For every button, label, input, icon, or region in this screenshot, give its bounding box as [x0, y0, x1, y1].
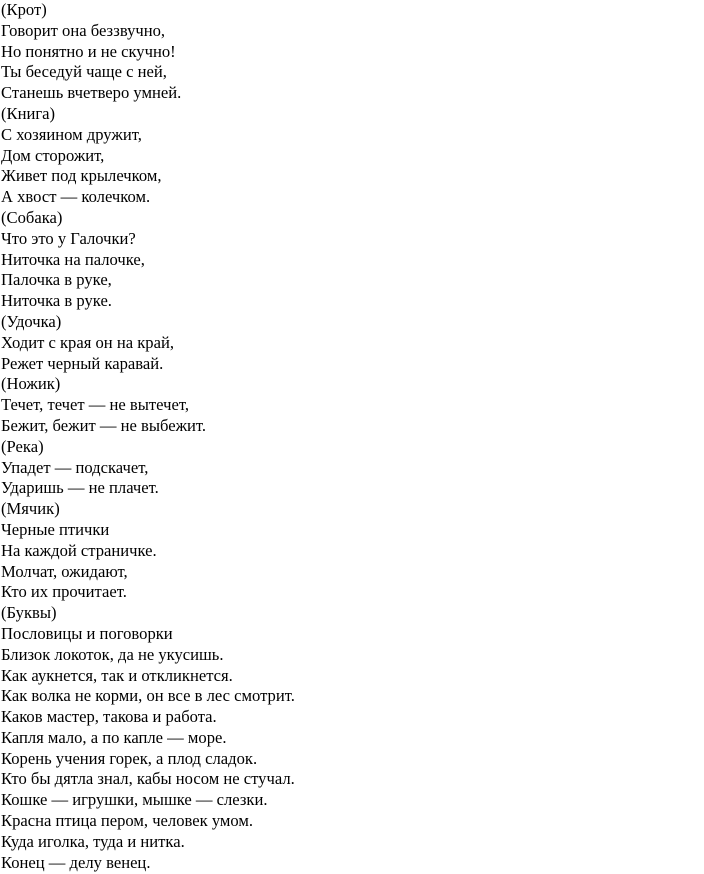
text-line: Ударишь — не плачет. [1, 478, 159, 498]
text-line: (Крот) [1, 0, 47, 19]
text-line: Близок локоток, да не укусишь. [1, 644, 224, 664]
text-line: Станешь вчетверо умней. [1, 83, 182, 103]
text-line: На каждой страничке. [1, 540, 157, 560]
text-line: Ниточка на палочке, [1, 249, 145, 269]
text-line: Но понятно и не скучно! [1, 41, 176, 61]
text-line: Палочка в руке, [1, 270, 112, 290]
text-line: Кто бы дятла знал, кабы носом не стучал. [1, 769, 295, 789]
text-line: Черные птички [1, 519, 110, 539]
text-line: Говорит она беззвучно, [1, 20, 166, 40]
text-line: Ниточка в руке. [1, 291, 112, 311]
text-line: Как аукнется, так и откликнется. [1, 665, 233, 685]
text-line: (Буквы) [1, 603, 57, 623]
text-line: Куда иголка, туда и нитка. [1, 831, 185, 851]
text-line: (Удочка) [1, 311, 62, 331]
text-line: (Река) [1, 436, 44, 456]
text-line: Кто их прочитает. [1, 582, 127, 602]
text-line: Капля мало, а по капле — море. [1, 727, 227, 747]
section-heading: Пословицы и поговорки [1, 623, 173, 643]
text-line: (Мячик) [1, 499, 60, 519]
text-line: Что это у Галочки? [1, 228, 136, 248]
text-line: Корень учения горек, а плод сладок. [1, 748, 258, 768]
text-line: (Собака) [1, 207, 63, 227]
text-line: Конец — делу венец. [1, 852, 151, 872]
text-line: Бежит, бежит — не выбежит. [1, 415, 207, 435]
text-line: Красна птица пером, человек умом. [1, 811, 254, 831]
text-line: Ты беседуй чаще с ней, [1, 62, 167, 82]
text-line: С хозяином дружит, [1, 124, 142, 144]
text-line: Дом сторожит, [1, 145, 105, 165]
text-line: (Книга) [1, 103, 56, 123]
text-line: Течет, течет — не вытечет, [1, 395, 189, 415]
text-line: Кошке — игрушки, мышке — слезки. [1, 790, 268, 810]
text-line: Как волка не корми, он все в лес смотрит. [1, 686, 295, 706]
text-line: Живет под крылечком, [1, 166, 162, 186]
text-line: Ходит с края он на край, [1, 332, 174, 352]
text-line: Молчат, ожидают, [1, 561, 128, 581]
text-line: Режет черный каравай. [1, 353, 164, 373]
text-line: Каков мастер, такова и работа. [1, 707, 217, 727]
text-line: Упадет — подскачет, [1, 457, 149, 477]
text-line: А хвост — колечком. [1, 187, 151, 207]
text-line: (Ножик) [1, 374, 61, 394]
